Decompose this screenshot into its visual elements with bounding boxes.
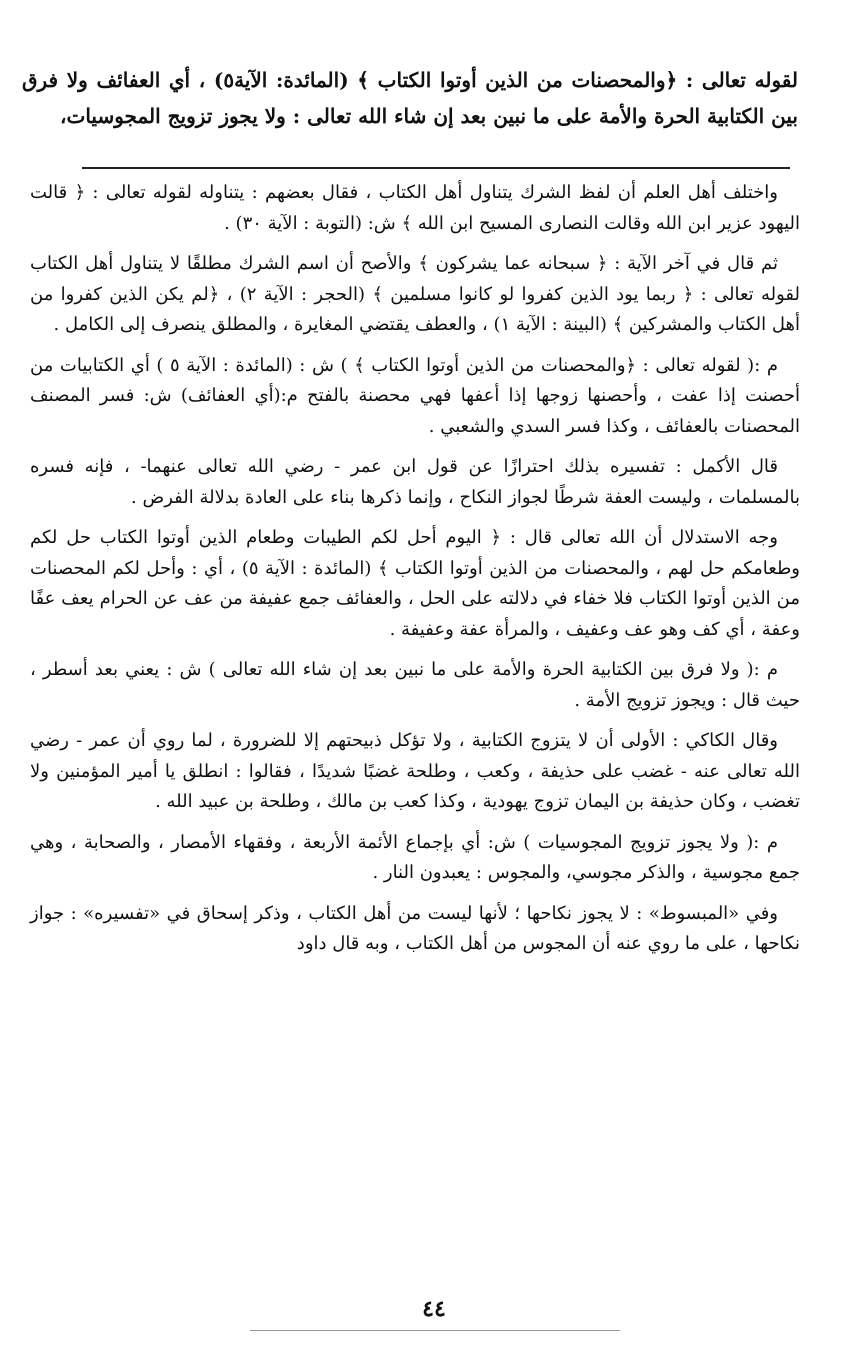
paragraph: م :( لقوله تعالى : ﴿والمحصنات من الذين أوتوا الكتاب ﴾ ) ش : (المائدة : الآية ٥ ) أي الكتابيات من أحصنت إذا عفت ، وأحصنها زوجها إذا أعفها فهي محصنة بالفتح م:(أي العفائف) ش: فسر المصنف المحصنات بالعفائف ، وكذا فسر السدي والشعبي . — [30, 354, 800, 437]
page-number: ٤٤ — [422, 1296, 446, 1322]
matn-text: لقوله تعالى : ﴿والمحصنات من الذين أوتوا الكتاب ﴾ (المائدة: الآية٥) ، أي العفائف ولا فرق بين الكتابية الحرة والأمة على ما نبين بعد إن شاء الله تعالى : ولا يجوز تزويج المجوسيات، — [22, 68, 798, 128]
paragraph: ثم قال في آخر الآية : ﴿ سبحانه عما يشركون ﴾ والأصح أن اسم الشرك مطلقًا لا يتناول أهل الكتاب لقوله تعالى : ﴿ ربما يود الذين كفروا لو كانوا مسلمين ﴾ (الحجر : الآية ٢) ، ﴿لم يكن الذين كفروا من أهل الكتاب والمشركين ﴾ (البينة : الآية ١) ، والعطف يقتضي المغايرة ، والمطلق ينصرف إلى الكامل . — [30, 253, 800, 335]
paragraph: وفي «المبسوط» : لا يجوز نكاحها ؛ لأنها ليست من أهل الكتاب ، وذكر إسحاق في «تفسيره» : جواز نكاحها ، على ما روي عنه أن المجوس من أهل الكتاب ، وبه قال داود — [30, 902, 800, 954]
paragraph: قال الأكمل : تفسيره بذلك احترازًا عن قول ابن عمر - رضي الله تعالى عنهما- ، فإنه فسره بالمسلمات ، وليست العفة شرطًا لجواز النكاح ، وإنما ذكرها بناء على العادة بدلالة الفرض . — [30, 456, 800, 508]
commentary-body — [30, 178, 800, 970]
footer-rule — [250, 1330, 620, 1331]
paragraph: م :( ولا فرق بين الكتابية الحرة والأمة على ما نبين بعد إن شاء الله تعالى ) ش : يعني بعد أسطر ، حيث قال : ويجوز تزويج الأمة . — [30, 659, 800, 711]
paragraph: وجه الاستدلال أن الله تعالى قال : ﴿ اليوم أحل لكم الطيبات وطعام الذين أوتوا الكتاب حل لكم وطعامكم حل لهم ، والمحصنات من الذين أوتوا الكتاب ﴾ (المائدة : الآية ٥) ، أي : وأحل لكم المحصنات من الذين أوتوا الكتاب فلا خفاء في دلالته على الحل ، والعفائف جمع عفيفة من عف عن الحرام يعف عفًا وعفة ، أي كف وهو عف وعفيف ، والمرأة عفة وعفيفة . — [30, 527, 800, 640]
paragraph: م :( ولا يجوز تزويج المجوسيات ) ش: أي بإجماع الأئمة الأربعة ، وفقهاء الأمصار ، والصحابة ، وهي جمع مجوسية ، والذكر مجوسي، والمجوس : يعبدون النار . — [30, 831, 800, 883]
separator-rule — [82, 167, 790, 169]
paragraph: وقال الكاكي : الأولى أن لا يتزوج الكتابية ، ولا تؤكل ذبيحتهم إلا للضرورة ، لما روي أن عمر - رضي الله تعالى عنه - غضب على حذيفة ، وكعب ، وطلحة غضبًا شديدًا ، فقالوا : انطلق يا أمير المؤمنين ولا تغضب ، وكان حذيفة بن اليمان تزوج يهودية ، وكذا كعب بن مالك ، وطلحة بن عبيد الله . — [30, 730, 800, 812]
paragraph: واختلف أهل العلم أن لفظ الشرك يتناول أهل الكتاب ، فقال بعضهم : يتناوله لقوله تعالى : ﴿ قالت اليهود عزير ابن الله وقالت النصارى المسيح ابن الله ﴾ ش: (التوبة : الآية ٣٠) . — [30, 182, 800, 234]
